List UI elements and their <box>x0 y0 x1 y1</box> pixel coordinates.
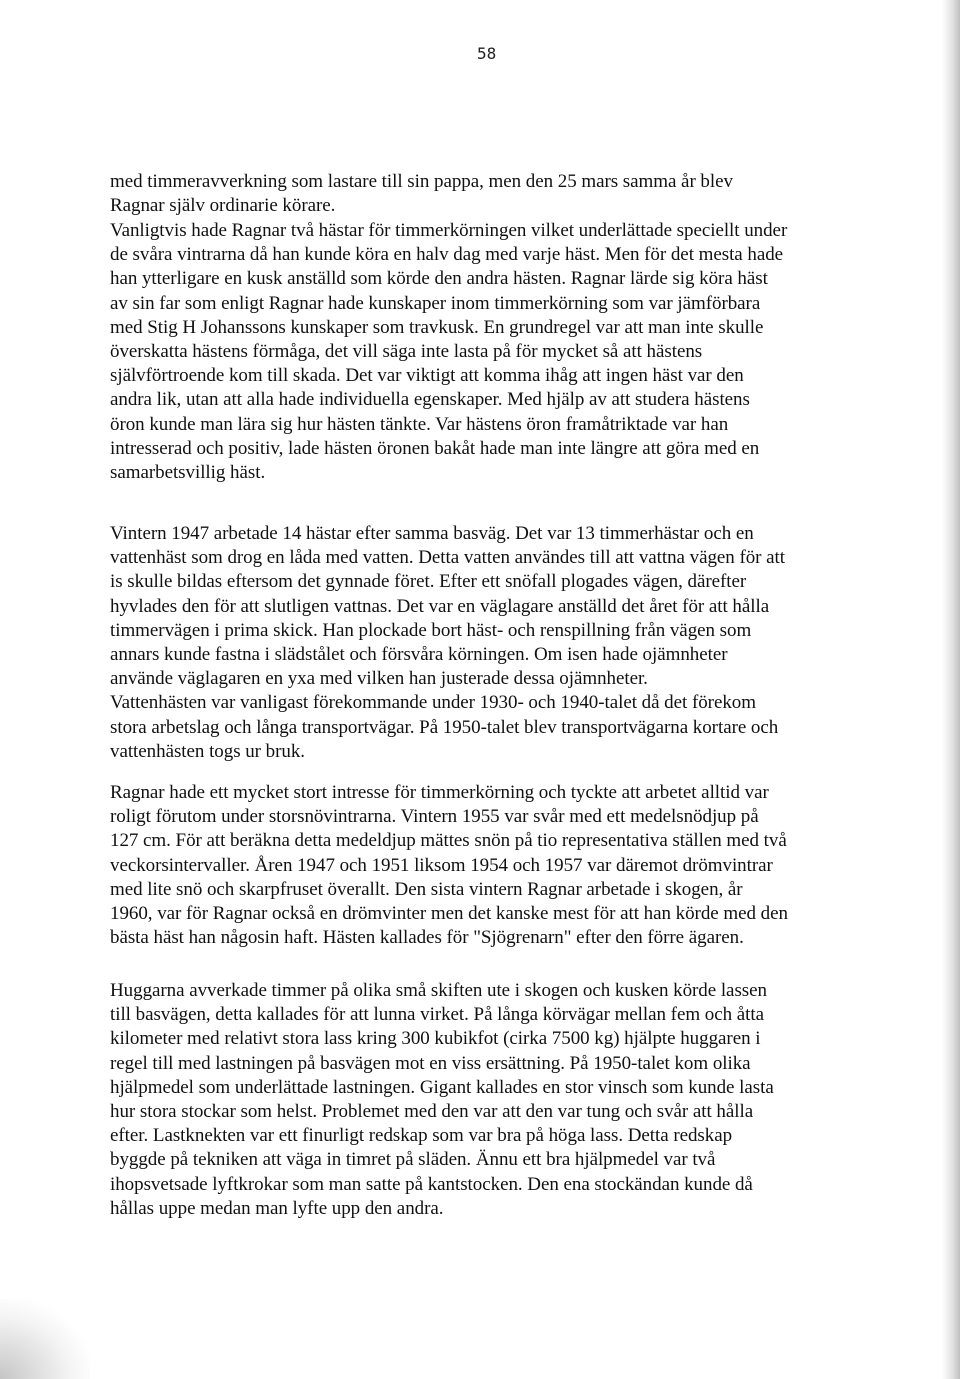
paragraph-2: Vanligtvis hade Ragnar två hästar för timmerkörningen vilket underlättade speciellt under de svåra vintrarna då han kunde köra en halv dag med varje häst. Men för det mesta hade han ytterligare en kusk anställd som körde den andra hästen. Ragnar lärde sig köra häst av sin far som enligt Ragnar hade kunskaper inom timmerkörning som var jämförbara med Stig H Johanssons kunskaper som travkusk. En grundregel var att man inte skulle överskatta hästens förmåga, det vill säga inte lasta på för mycket så att hästens självförtroende kom till skada. Det var viktigt att komma ihåg att ingen häst var den andra lik, utan att alla hade individuella egenskaper. Med hjälp av att studera hästens öron kunde man lära sig hur hästen tänkte. Var hästens öron framåtriktade var han intresserad och positiv, lade hästen öronen bakåt hade man inte längre att göra med en samarbetsvillig häst. <box>110 220 788 484</box>
scan-smudge <box>0 1299 90 1379</box>
scan-edge-shadow <box>942 0 960 1379</box>
page-number: 58 <box>477 44 497 63</box>
paragraph-4: Ragnar hade ett mycket stort intresse för timmerkörning och tyckte att arbetet alltid var roligt förutom under storsnövintrarna. Vintern 1955 var svår med ett medelsnödjup på 127 cm. För att beräkna detta medeldjup mättes snön på tio representativa ställen med två veckorsintervaller. Åren 1947 och 1951 liksom 1954 och 1957 var däremot drömvintrar med lite snö och skarpfruset överallt. Den sista vintern Ragnar arbetade i skogen, år 1960, var för Ragnar också en drömvinter men det kanske mest för att han körde med den bästa häst han någosin haft. Hästen kallades för "Sjögrenarn" efter den förre ägaren. <box>110 782 788 949</box>
paragraph-1: med timmeravverkning som lastare till sin pappa, men den 25 mars samma år blev Ragnar själv ordinarie körare. <box>110 171 733 217</box>
paragraph-3: Vintern 1947 arbetade 14 hästar efter samma basväg. Det var 13 timmerhästar och en vattenhäst som drog en låda med vatten. Detta vatten användes till att vattna vägen för att is skulle bildas eftersom det gynnade föret. Efter ett snöfall plogades vägen, därefter hyvlades den för att slutligen vattnas. Det var en väglagare anställd det året för att hålla timmervägen i prima skick. Han plockade bort häst- och renspillning från vägen som annars kunde fastna i slädstålet och försvåra körningen. Om isen hade ojämnheter använde väglagaren en yxa med vilken han justerade dessa ojämnheter. Vattenhästen var vanligast förekommande under 1930- och 1940-talet då det förekom stora arbetslag och långa transportvägar. På 1950-talet blev transportvägarna kortare och vattenhästen togs ur bruk. <box>110 523 785 762</box>
paragraph-5: Huggarna avverkade timmer på olika små skiften ute i skogen och kusken körde lassen till basvägen, detta kallades för att lunna virket. På långa körvägar mellan fem och åtta kilometer med relativt stora lass kring 300 kubikfot (cirka 7500 kg) hjälpte huggaren i regel till med lastningen på basvägen mot en viss ersättning. På 1950-talet kom olika hjälpmedel som underlättade lastningen. Gigant kallades en stor vinsch som kunde lasta hur stora stockar som helst. Problemet med den var att den var tung och svår att hålla efter. Lastknekten var ett finurligt redskap som var bra på höga lass. Detta redskap byggde på tekniken att väga in timret på släden. Ännu ett bra hjälpmedel var två ihopsvetsade lyftkrokar som man satte på kantstocken. Den ena stockändan kunde då hållas uppe medan man lyfte upp den andra. <box>110 980 774 1219</box>
